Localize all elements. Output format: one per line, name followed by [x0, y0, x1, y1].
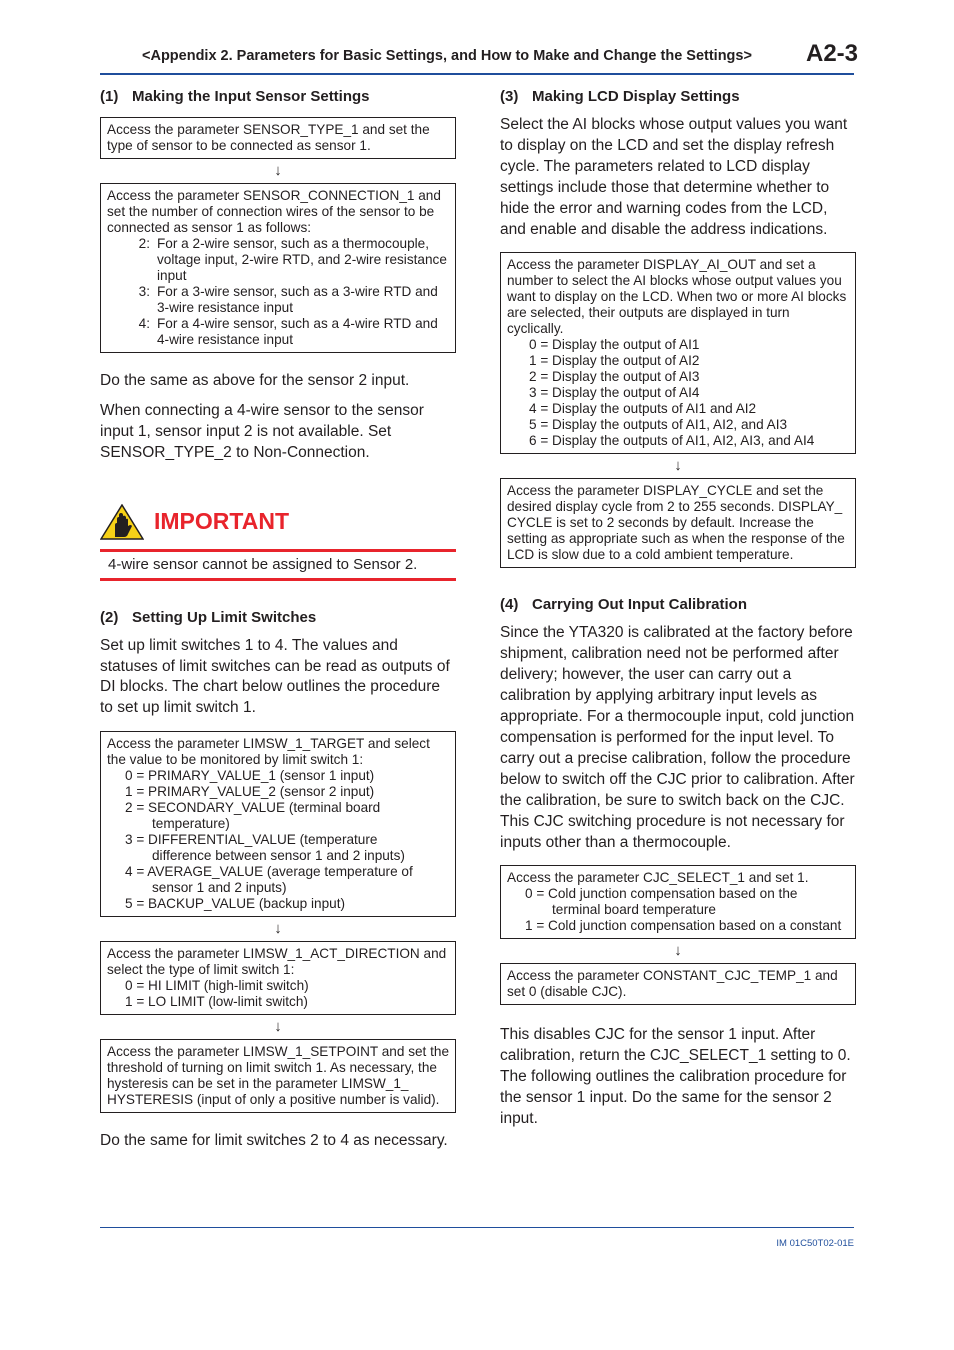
section-1-heading: (1) Making the Input Sensor Settings	[100, 88, 370, 105]
list-item: 2: For a 2-wire sensor, such as a thermocouple, voltage input, 2-wire RTD, and 2-wire resistance input	[138, 236, 447, 283]
footer-rule	[100, 1227, 854, 1228]
flow-arrow: ↓	[674, 942, 682, 960]
important-header	[100, 504, 456, 540]
list-item: 3: For a 3-wire sensor, such as a 3-wire RTD and 3-wire resistance input	[138, 284, 438, 315]
section-2-heading: (2) Setting Up Limit Switches	[100, 608, 317, 626]
important-title: IMPORTANT	[154, 508, 290, 535]
list-item: 3 = Display the output of AI4	[529, 385, 700, 401]
page-number: A2-3	[806, 40, 859, 67]
list-item: 1 = LO LIMIT (low-limit switch)	[125, 994, 308, 1010]
paragraph: When connecting a 4-wire sensor to the sensor input 1, sensor input 2 is not available. Set SENSOR_TYPE_2 to Non-Connection.	[100, 401, 424, 461]
sensor-type-box: Access the parameter SENSOR_TYPE_1 and set the type of sensor to be connected as sensor 1.	[100, 117, 456, 159]
right-column	[500, 88, 856, 1130]
list-item: 2 = SECONDARY_VALUE (terminal board temperature)	[125, 800, 381, 832]
section-4-heading: (4) Carrying Out Input Calibration	[500, 596, 748, 614]
document-code: IM 01C50T02-01E	[776, 1238, 854, 1249]
list-item: 1 = PRIMARY_VALUE_2 (sensor 2 input)	[125, 784, 375, 800]
list-item: 1 = Display the output of AI2	[529, 353, 700, 369]
running-header: <Appendix 2. Parameters for Basic Settings, and How to Make and Change the Settings>	[142, 48, 752, 64]
flow-arrow: ↓	[674, 457, 682, 475]
list-item: 4 = Display the outputs of AI1 and AI2	[529, 401, 757, 417]
paragraph: Do the same as above for the sensor 2 input.	[100, 372, 410, 389]
paragraph: Since the YTA320 is calibrated at the factory before shipment, calibration need not be performed after delivery; however, the user can carry out a calibration by applying arbitrary input levels as appropriate. For a thermocouple input, cold junction compensation is performed for the input level. To carry out a precise calibration, follow the procedure below to switch off the CJC prior to calibration. After the calibration, be sure to switch back on the CJC. This CJC switching procedure is not necessary for inputs other than a thermocouple.	[500, 624, 855, 851]
list-item: 0 = Cold junction compensation based on the terminal board temperature	[525, 886, 798, 918]
list-item: 5 = Display the outputs of AI1, AI2, and AI3	[529, 417, 788, 433]
cjc-select-box: Access the parameter CJC_SELECT_1 and set 1. 0 = Cold junction compensation based on the terminal board temperature 1 = Cold junction compensation based on a constant	[500, 865, 856, 939]
list-item: 1 = Cold junction compensation based on a constant	[525, 918, 842, 934]
list-item: 5 = BACKUP_VALUE (backup input)	[125, 896, 346, 912]
limsw-setpoint-box: Access the parameter LIMSW_1_SETPOINT and set the threshold of turning on limit switch 1. As necessary, the hysteresis can be set in the parameter LIMSW_1_ HYSTERESIS (input of only a positive number is valid).	[100, 1039, 456, 1113]
paragraph: Select the AI blocks whose output values you want to display on the LCD and set the display refresh cycle. The parameters related to LCD display settings include those that determine whether to hide the error and warning codes from the LCD, and enable and disable the address indications.	[500, 116, 848, 238]
sensor-connection-box: Access the parameter SENSOR_CONNECTION_1 and set the number of connection wires of the sensor to be connected as sensor 1 as follows: 2: For a 2-wire sensor, such as a thermocouple, voltage input, 2-wire RTD, and 2-wire resistance input 3: For a 3-wire sensor, such as a 3-wire RTD and 3-wire resistance input 4: For a 4-wire sensor, such as a 4-wire RTD and 4-wire resistance input	[100, 183, 456, 353]
list-item: 2 = Display the output of AI3	[529, 369, 700, 385]
section-3-heading: (3) Making LCD Display Settings	[500, 88, 740, 105]
flow-arrow: ↓	[274, 1018, 282, 1036]
limsw-direction-box: Access the parameter LIMSW_1_ACT_DIRECTION and select the type of limit switch 1: 0 = HI LIMIT (high-limit switch) 1 = LO LIMIT (low-limit switch)	[100, 941, 456, 1015]
paragraph: This disables CJC for the sensor 1 input. After calibration, return the CJC_SELECT_1 setting to 0. The following outlines the calibration procedure for the sensor 1 input. Do the same for the sensor 2 input.	[500, 1026, 851, 1128]
header-rule	[100, 73, 854, 75]
list-item: 3 = DIFFERENTIAL_VALUE (temperature difference between sensor 1 and 2 inputs)	[125, 832, 405, 864]
list-item: 4: For a 4-wire sensor, such as a 4-wire RTD and 4-wire resistance input	[138, 316, 438, 347]
left-column	[100, 88, 456, 1152]
display-cycle-box: Access the parameter DISPLAY_CYCLE and set the desired display cycle from 2 to 255 seconds. DISPLAY_ CYCLE is set to 2 seconds by default. Increase the setting as appropriate such as when the response of the LCD is slow due to a cold ambient temperature.	[500, 478, 856, 568]
list-item: 0 = HI LIMIT (high-limit switch)	[125, 978, 309, 994]
list-item: 0 = Display the output of AI1	[529, 337, 700, 353]
paragraph: Do the same for limit switches 2 to 4 as necessary.	[100, 1132, 448, 1150]
list-item: 4 = AVERAGE_VALUE (average temperature of sensor 1 and 2 inputs)	[125, 864, 413, 896]
list-item: 6 = Display the outputs of AI1, AI2, AI3, and AI4	[529, 433, 815, 449]
flow-arrow: ↓	[274, 920, 282, 938]
important-text: 4-wire sensor cannot be assigned to Sensor 2.	[108, 555, 418, 573]
list-item: 0 = PRIMARY_VALUE_1 (sensor 1 input)	[125, 768, 375, 784]
flow-arrow: ↓	[274, 162, 282, 179]
limsw-target-box: Access the parameter LIMSW_1_TARGET and select the value to be monitored by limit switch 1: 0 = PRIMARY_VALUE_1 (sensor 1 input) 1 = PRIMARY_VALUE_2 (sensor 2 input) 2 = SECONDARY_VALUE (terminal board temperature) 3 = DIFFERENTIAL_VALUE (temperature difference between sensor 1 and 2 inputs) 4 = AVERAGE_VALUE (average temperature of sensor 1 and 2 inputs) 5 = BACKUP_VALUE (backup input)	[100, 731, 456, 917]
constant-cjc-box: Access the parameter CONSTANT_CJC_TEMP_1 and set 0 (disable CJC).	[500, 963, 856, 1005]
warning-hand-icon	[100, 504, 144, 540]
paragraph: Set up limit switches 1 to 4. The values and statuses of limit switches can be read as outputs of DI blocks. The chart below outlines the procedure to set up limit switch 1.	[100, 636, 450, 717]
display-ai-out-box: Access the parameter DISPLAY_AI_OUT and set a number to select the AI blocks whose output values you want to display on the LCD. When two or more AI blocks are selected, their outputs are displayed in turn cyclically. 0 = Display the output of AI1 1 = Display the output of AI2 2 = Display the output of AI3 3 = Display the output of AI4 4 = Display the outputs of AI1 and AI2 5 = Display the outputs of AI1, AI2, and AI3 6 = Display the outputs of AI1, AI2, AI3, and AI4	[500, 252, 856, 454]
important-rule	[100, 578, 456, 581]
